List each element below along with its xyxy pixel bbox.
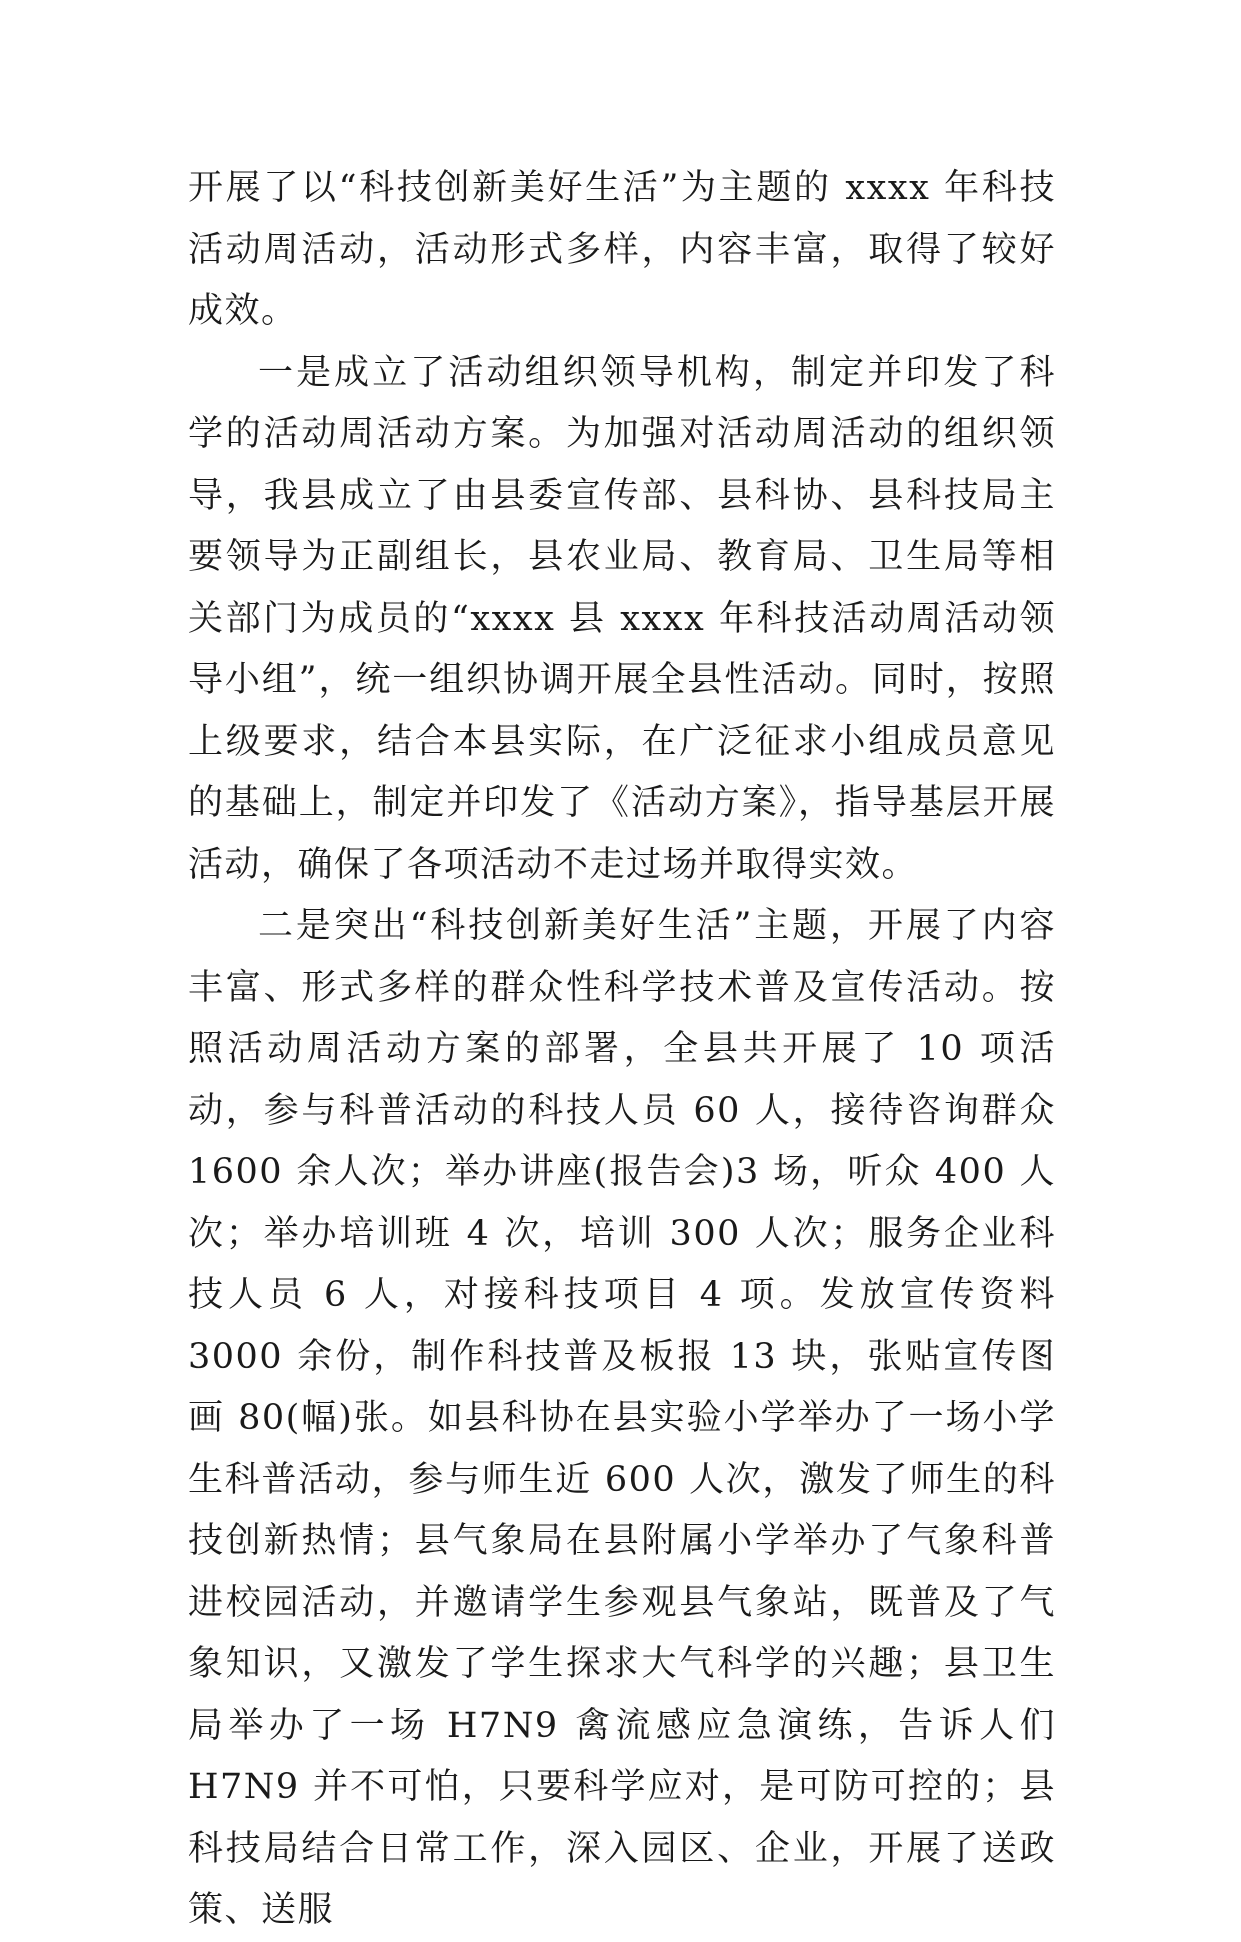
paragraph-2: 一是成立了活动组织领导机构，制定并印发了科学的活动周活动方案。为加强对活动周活动的组织领导，我县成立了由县委宣传部、县科协、县科技局主要领导为正副组长，县农业局、教育局、卫生局等相关部门为成员的“xxxx 县 xxxx 年科技活动周活动领导小组”，统一组织协调开展全县性活动。同时，按照上级要求，结合本县实际，在广泛征求小组成员意见的基础上，制定并印发了《活动方案》，指导基层开展活动，确保了各项活动不走过场并取得实效。 bbox=[188, 352, 1056, 885]
paragraph-1: 开展了以“科技创新美好生活”为主题的 xxxx 年科技活动周活动，活动形式多样，内容丰富，取得了较好成效。 bbox=[188, 168, 1056, 331]
paragraph-3: 二是突出“科技创新美好生活”主题，开展了内容丰富、形式多样的群众性科学技术普及宣传活动。按照活动周活动方案的部署，全县共开展了 10 项活动，参与科普活动的科技人员 60 人，接待咨询群众 1600 余人次；举办讲座(报告会)3 场，听众 400 人次；举办培训班 4 次，培训 300 人次；服务企业科技人员 6 人，对接科技项目 4 项。发放宣传资料 3000 余份，制作科技普及板报 13 块，张贴宣传图画 80(幅)张。如县科协在县实验小学举办了一场小学生科普活动，参与师生近 600 人次，激发了师生的科技创新热情；县气象局在县附属小学举办了气象科普进校园活动，并邀请学生参观县气象站，既普及了气象知识，又激发了学生探求大气科学的兴趣；县卫生局举办了一场 H7N9 禽流感应急演练，告诉人们 H7N9 并不可怕，只要科学应对，是可防可控的；县科技局结合日常工作，深入园区、企业，开展了送政策、送服 bbox=[188, 906, 1056, 1930]
document-body bbox=[188, 158, 1056, 1942]
